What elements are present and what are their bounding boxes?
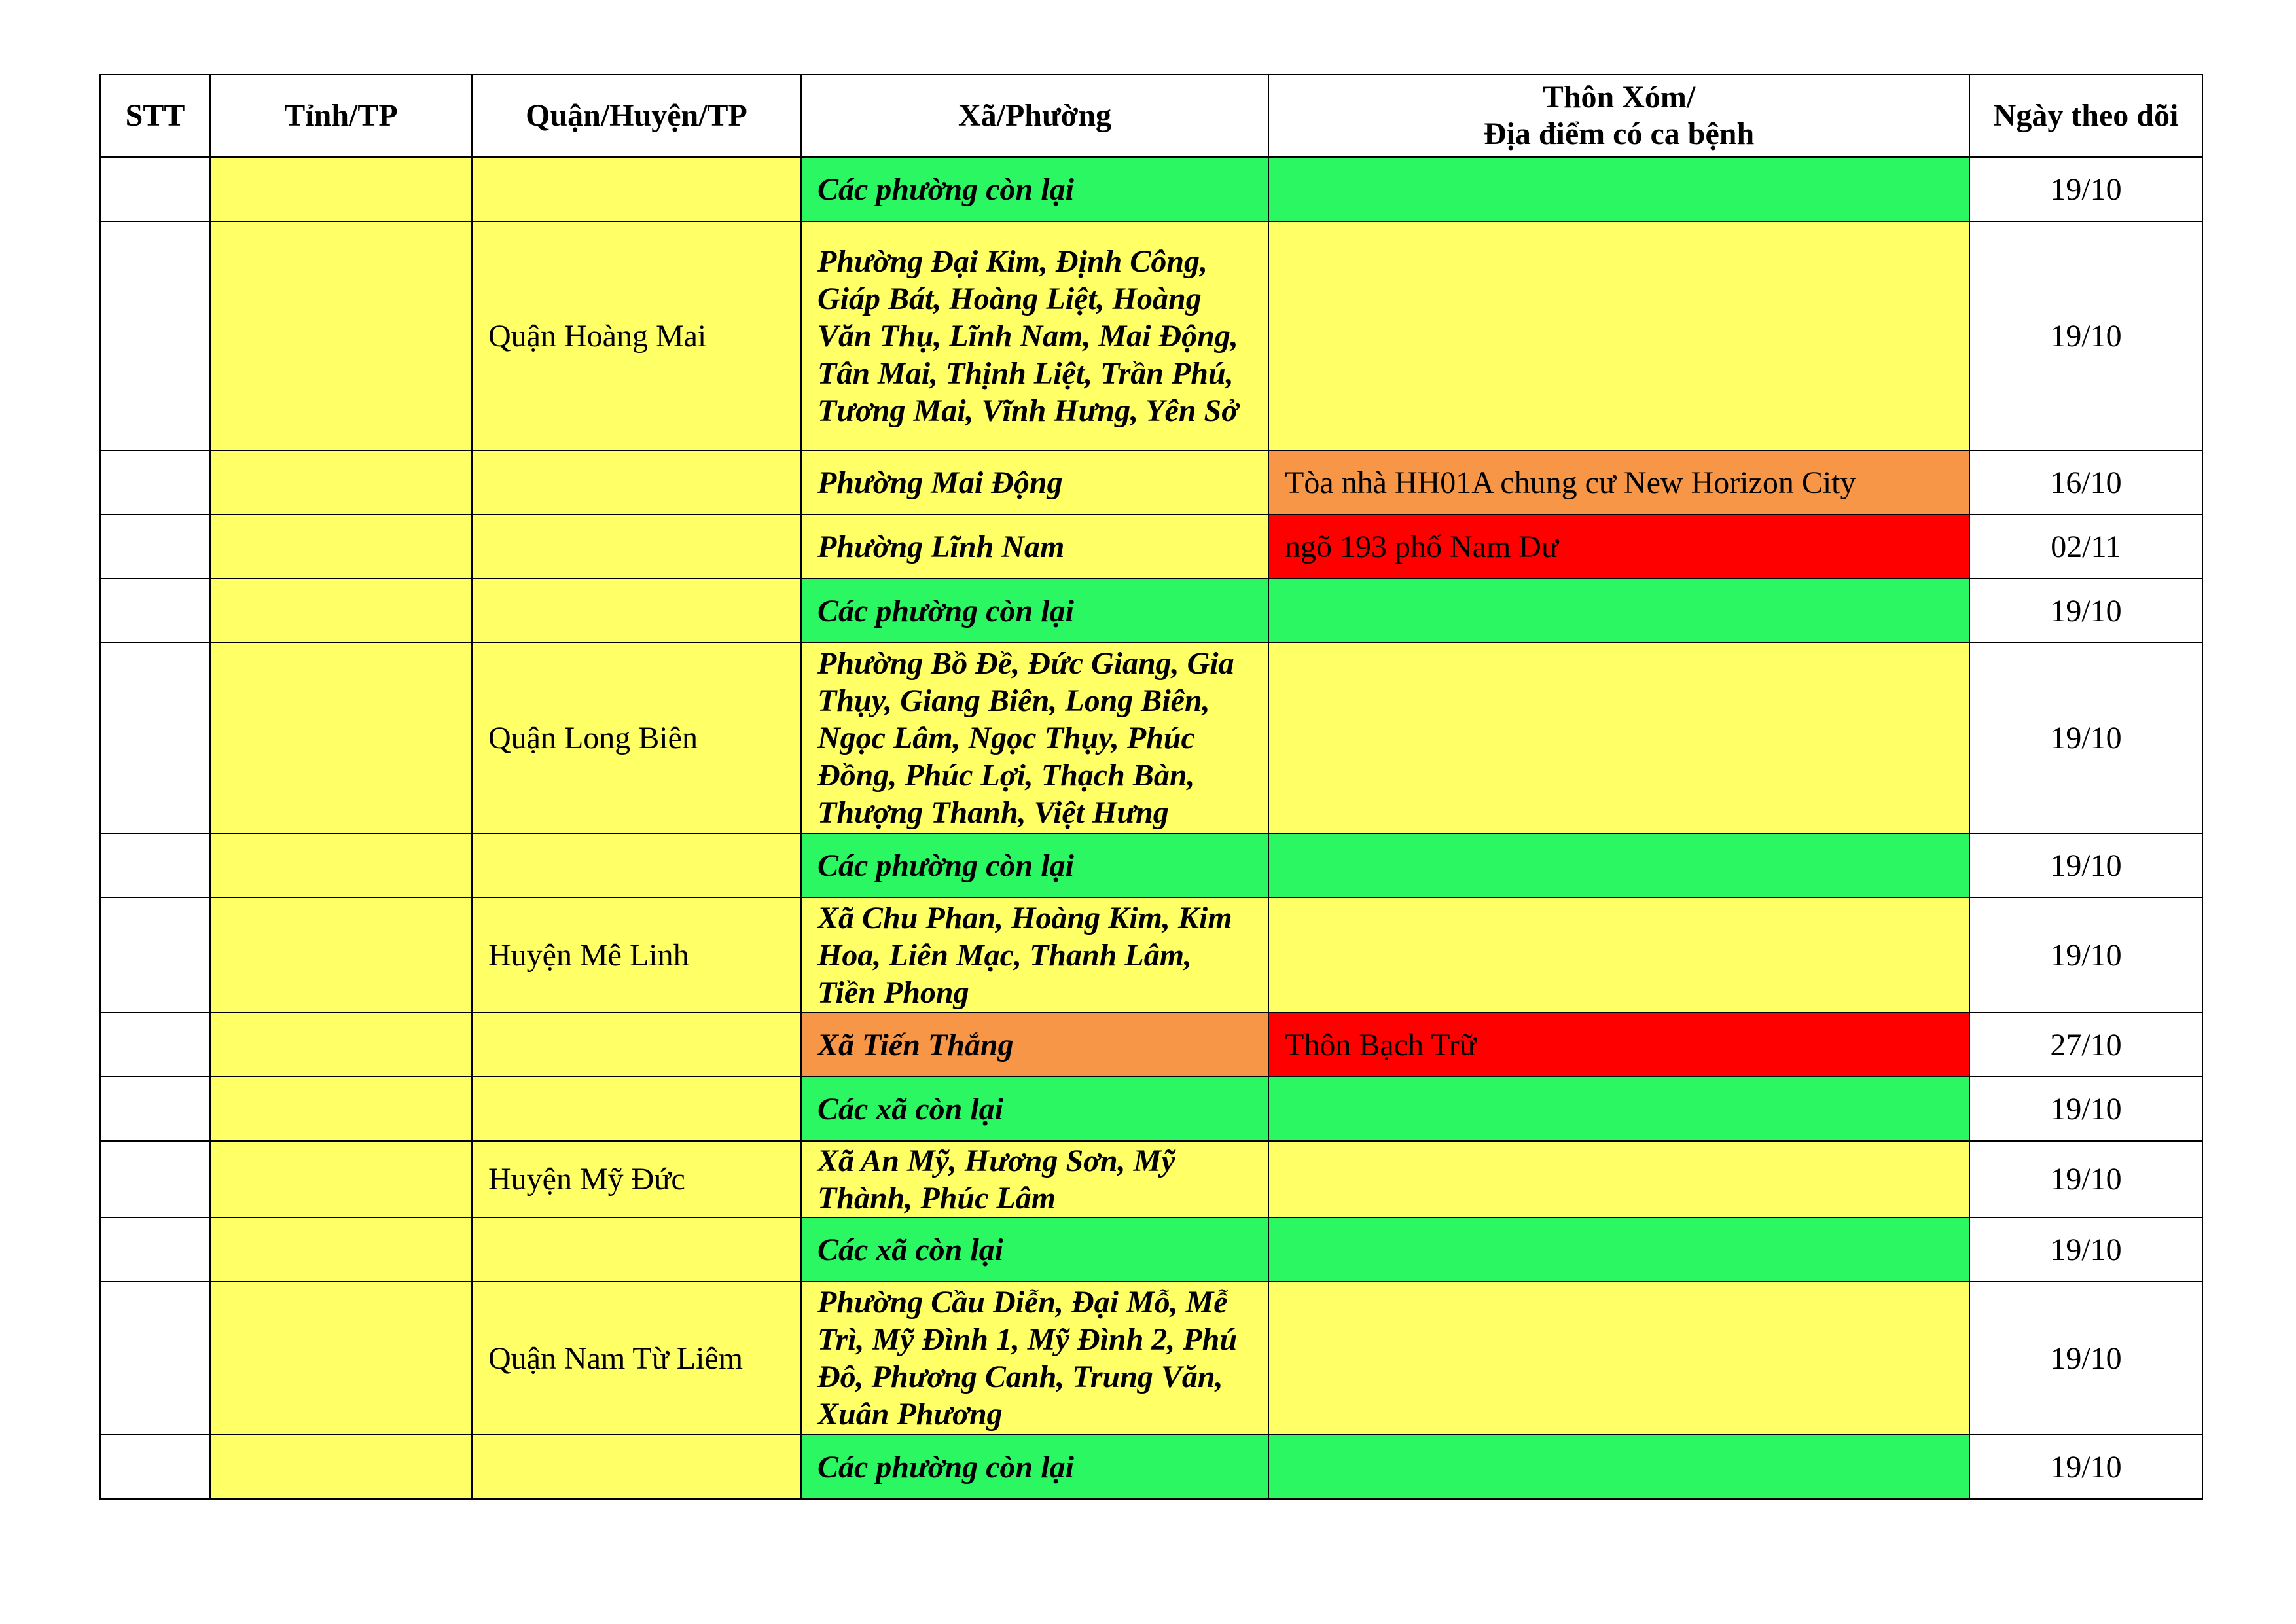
date-cell: 19/10 (1969, 643, 2202, 833)
stt-cell (100, 1141, 210, 1218)
ward-cell: Phường Lĩnh Nam (801, 514, 1268, 579)
date-cell: 19/10 (1969, 1435, 2202, 1499)
district-cell: Huyện Mê Linh (472, 897, 801, 1013)
date-cell: 19/10 (1969, 833, 2202, 897)
location-cell (1268, 1218, 1969, 1282)
location-cell (1268, 1282, 1969, 1435)
ward-cell: Các phường còn lại (801, 1435, 1268, 1499)
header-location-line1: Thôn Xóm/ (1542, 80, 1696, 115)
header-province: Tỉnh/TP (210, 75, 472, 157)
table-row (100, 833, 2202, 897)
stt-cell (100, 1013, 210, 1077)
header-district: Quận/Huyện/TP (472, 75, 801, 157)
ward-cell: Xã Tiến Thắng (801, 1013, 1268, 1077)
zone-status-table (99, 74, 2203, 1500)
date-cell: 27/10 (1969, 1013, 2202, 1077)
ward-cell: Các phường còn lại (801, 833, 1268, 897)
date-cell: 19/10 (1969, 221, 2202, 450)
date-cell: 19/10 (1969, 579, 2202, 643)
province-cell (210, 221, 472, 450)
header-location-line2: Địa điểm có ca bệnh (1483, 117, 1755, 151)
table-row (100, 1141, 2202, 1218)
header-ward: Xã/Phường (801, 75, 1268, 157)
district-cell (472, 833, 801, 897)
location-cell (1268, 1435, 1969, 1499)
ward-cell: Phường Bồ Đề, Đức Giang, Gia Thụy, Giang Biên, Long Biên, Ngọc Lâm, Ngọc Thụy, Phúc Đồng, Phúc Lợi, Thạch Bàn, Thượng Thanh, Việt Hưng (801, 643, 1268, 833)
date-cell: 19/10 (1969, 1141, 2202, 1218)
date-cell: 19/10 (1969, 1282, 2202, 1435)
table-row (100, 579, 2202, 643)
date-cell: 19/10 (1969, 897, 2202, 1013)
location-cell (1268, 643, 1969, 833)
table-row (100, 450, 2202, 514)
district-cell: Quận Long Biên (472, 643, 801, 833)
district-cell (472, 514, 801, 579)
table-header-row (100, 75, 2202, 157)
stt-cell (100, 643, 210, 833)
stt-cell (100, 897, 210, 1013)
date-cell: 02/11 (1969, 514, 2202, 579)
district-cell (472, 579, 801, 643)
stt-cell (100, 514, 210, 579)
stt-cell (100, 833, 210, 897)
ward-cell: Các xã còn lại (801, 1218, 1268, 1282)
location-cell (1268, 1077, 1969, 1141)
province-cell (210, 1218, 472, 1282)
stt-cell (100, 450, 210, 514)
table-row (100, 1282, 2202, 1435)
table-row (100, 221, 2202, 450)
district-cell: Quận Hoàng Mai (472, 221, 801, 450)
district-cell: Huyện Mỹ Đức (472, 1141, 801, 1218)
location-cell (1268, 897, 1969, 1013)
table-row (100, 897, 2202, 1013)
province-cell (210, 579, 472, 643)
location-cell: Thôn Bạch Trữ (1268, 1013, 1969, 1077)
province-cell (210, 1141, 472, 1218)
province-cell (210, 1013, 472, 1077)
ward-cell: Các phường còn lại (801, 157, 1268, 221)
ward-cell: Phường Cầu Diễn, Đại Mỗ, Mễ Trì, Mỹ Đình 1, Mỹ Đình 2, Phú Đô, Phương Canh, Trung Văn, Xuân Phương (801, 1282, 1268, 1435)
date-cell: 19/10 (1969, 1077, 2202, 1141)
location-cell (1268, 833, 1969, 897)
district-cell (472, 1218, 801, 1282)
province-cell (210, 897, 472, 1013)
province-cell (210, 833, 472, 897)
ward-cell: Các xã còn lại (801, 1077, 1268, 1141)
ward-cell: Xã Chu Phan, Hoàng Kim, Kim Hoa, Liên Mạc, Thanh Lâm, Tiền Phong (801, 897, 1268, 1013)
date-cell: 19/10 (1969, 1218, 2202, 1282)
table-row (100, 1077, 2202, 1141)
table-row (100, 1218, 2202, 1282)
location-cell (1268, 579, 1969, 643)
date-cell: 19/10 (1969, 157, 2202, 221)
district-cell: Quận Nam Từ Liêm (472, 1282, 801, 1435)
table-row (100, 157, 2202, 221)
location-cell (1268, 157, 1969, 221)
table-row (100, 1435, 2202, 1499)
location-cell: Tòa nhà HH01A chung cư New Horizon City (1268, 450, 1969, 514)
province-cell (210, 157, 472, 221)
location-cell (1268, 1141, 1969, 1218)
stt-cell (100, 1282, 210, 1435)
header-location (1268, 75, 1969, 157)
province-cell (210, 514, 472, 579)
ward-cell: Xã An Mỹ, Hương Sơn, Mỹ Thành, Phúc Lâm (801, 1141, 1268, 1218)
province-cell (210, 1077, 472, 1141)
province-cell (210, 1282, 472, 1435)
province-cell (210, 643, 472, 833)
location-cell (1268, 221, 1969, 450)
table-row (100, 514, 2202, 579)
stt-cell (100, 157, 210, 221)
stt-cell (100, 221, 210, 450)
date-cell: 16/10 (1969, 450, 2202, 514)
stt-cell (100, 1435, 210, 1499)
header-stt: STT (100, 75, 210, 157)
table-body (100, 157, 2202, 1499)
ward-cell: Phường Mai Động (801, 450, 1268, 514)
district-cell (472, 157, 801, 221)
stt-cell (100, 1218, 210, 1282)
ward-cell: Phường Đại Kim, Định Công, Giáp Bát, Hoàng Liệt, Hoàng Văn Thụ, Lĩnh Nam, Mai Động, Tân Mai, Thịnh Liệt, Trần Phú, Tương Mai, Vĩnh Hưng, Yên Sở (801, 221, 1268, 450)
district-cell (472, 1013, 801, 1077)
province-cell (210, 450, 472, 514)
header-date: Ngày theo dõi (1969, 75, 2202, 157)
district-cell (472, 1077, 801, 1141)
district-cell (472, 450, 801, 514)
location-cell: ngõ 193 phố Nam Dư (1268, 514, 1969, 579)
district-cell (472, 1435, 801, 1499)
province-cell (210, 1435, 472, 1499)
stt-cell (100, 1077, 210, 1141)
stt-cell (100, 579, 210, 643)
table-row (100, 643, 2202, 833)
ward-cell: Các phường còn lại (801, 579, 1268, 643)
table-row (100, 1013, 2202, 1077)
